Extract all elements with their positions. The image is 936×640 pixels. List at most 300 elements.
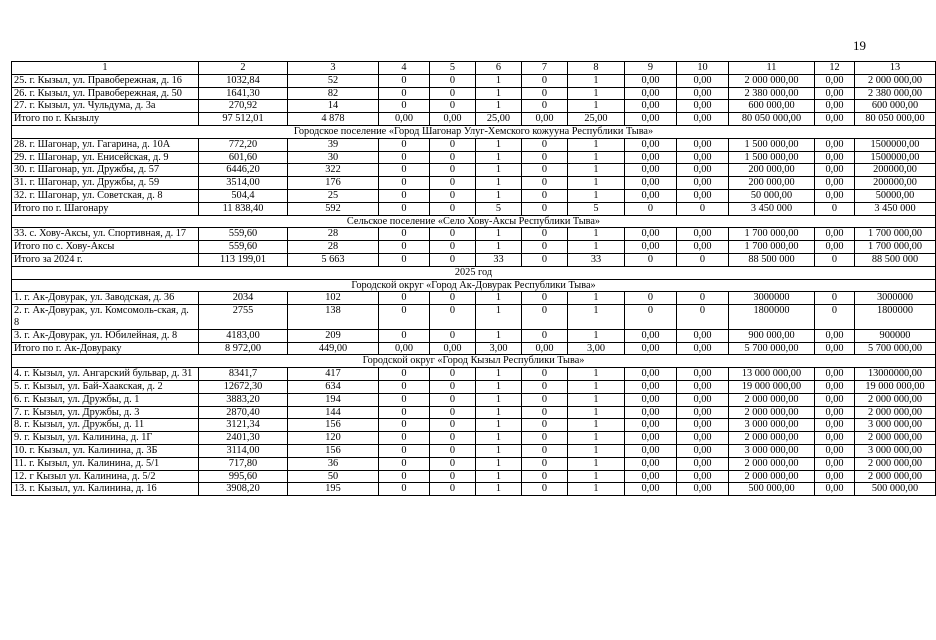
value-cell: 559,60 <box>199 241 288 254</box>
value-cell: 601,60 <box>199 151 288 164</box>
table-row <box>12 342 936 355</box>
value-cell: 1 <box>476 100 522 113</box>
value-cell: 0,00 <box>677 406 729 419</box>
value-cell: 0 <box>430 164 476 177</box>
value-cell: 0 <box>379 380 430 393</box>
value-cell: 0,00 <box>522 113 568 126</box>
value-cell: 28 <box>288 228 379 241</box>
column-number: 9 <box>625 62 677 75</box>
value-cell: 0 <box>522 100 568 113</box>
value-cell: 0 <box>522 253 568 266</box>
value-cell: 1 <box>568 305 625 330</box>
value-cell: 1 700 000,00 <box>855 241 936 254</box>
value-cell: 0,00 <box>430 342 476 355</box>
value-cell: 0 <box>379 329 430 342</box>
value-cell: 28 <box>288 241 379 254</box>
value-cell: 0 <box>522 419 568 432</box>
value-cell: 1 <box>476 164 522 177</box>
value-cell: 5 700 000,00 <box>729 342 815 355</box>
value-cell: 80 050 000,00 <box>729 113 815 126</box>
value-cell: 3 000 000,00 <box>855 419 936 432</box>
value-cell: 500 000,00 <box>855 483 936 496</box>
value-cell: 0,00 <box>815 241 855 254</box>
value-cell: 559,60 <box>199 228 288 241</box>
value-cell: 600 000,00 <box>855 100 936 113</box>
value-cell: 0 <box>430 177 476 190</box>
value-cell: 0,00 <box>815 406 855 419</box>
value-cell: 0 <box>379 432 430 445</box>
value-cell: 0 <box>677 202 729 215</box>
value-cell: 2 000 000,00 <box>855 457 936 470</box>
value-cell: 1 <box>568 189 625 202</box>
value-cell: 88 500 000 <box>855 253 936 266</box>
table-row <box>12 380 936 393</box>
value-cell: 0 <box>522 151 568 164</box>
value-cell: 1 <box>568 292 625 305</box>
value-cell: 0 <box>522 368 568 381</box>
value-cell: 0 <box>379 164 430 177</box>
address-cell: 3. г. Ак-Довурак, ул. Юбилейная, д. 8 <box>12 329 199 342</box>
value-cell: 0 <box>430 253 476 266</box>
value-cell: 0,00 <box>677 241 729 254</box>
value-cell: 0,00 <box>625 470 677 483</box>
address-cell: 11. г. Кызыл, ул. Калинина, д. 5/1 <box>12 457 199 470</box>
value-cell: 0 <box>522 393 568 406</box>
value-cell: 0,00 <box>677 87 729 100</box>
value-cell: 1800000 <box>729 305 815 330</box>
address-cell: 29. г. Шагонар, ул. Енисейская, д. 9 <box>12 151 199 164</box>
value-cell: 0 <box>522 228 568 241</box>
column-number: 7 <box>522 62 568 75</box>
value-cell: 25,00 <box>476 113 522 126</box>
value-cell: 0 <box>522 406 568 419</box>
value-cell: 97 512,01 <box>199 113 288 126</box>
value-cell: 0 <box>379 189 430 202</box>
value-cell: 1 <box>568 483 625 496</box>
value-cell: 0 <box>522 164 568 177</box>
value-cell: 900 000,00 <box>729 329 815 342</box>
value-cell: 0,00 <box>625 151 677 164</box>
value-cell: 2 000 000,00 <box>855 406 936 419</box>
value-cell: 2 000 000,00 <box>729 470 815 483</box>
value-cell: 1 <box>568 419 625 432</box>
value-cell: 102 <box>288 292 379 305</box>
value-cell: 0 <box>430 483 476 496</box>
table-row <box>12 305 936 330</box>
value-cell: 5 700 000,00 <box>855 342 936 355</box>
value-cell: 2 380 000,00 <box>729 87 815 100</box>
section-row <box>12 355 936 368</box>
value-cell: 0 <box>522 292 568 305</box>
column-number: 6 <box>476 62 522 75</box>
value-cell: 1 <box>476 329 522 342</box>
value-cell: 0,00 <box>815 138 855 151</box>
column-number: 8 <box>568 62 625 75</box>
value-cell: 270,92 <box>199 100 288 113</box>
value-cell: 0,00 <box>815 151 855 164</box>
value-cell: 0,00 <box>815 393 855 406</box>
table-row <box>12 164 936 177</box>
value-cell: 1 <box>476 189 522 202</box>
value-cell: 1 <box>476 138 522 151</box>
value-cell: 0,00 <box>677 444 729 457</box>
value-cell: 0 <box>430 151 476 164</box>
value-cell: 0,00 <box>625 432 677 445</box>
value-cell: 14 <box>288 100 379 113</box>
table-row <box>12 241 936 254</box>
table-row <box>12 393 936 406</box>
value-cell: 3114,00 <box>199 444 288 457</box>
value-cell: 0,00 <box>625 393 677 406</box>
value-cell: 0,00 <box>815 74 855 87</box>
address-cell: 10. г. Кызыл, ул. Калинина, д. 3Б <box>12 444 199 457</box>
value-cell: 3 000 000,00 <box>855 444 936 457</box>
value-cell: 1 <box>476 368 522 381</box>
value-cell: 12672,30 <box>199 380 288 393</box>
table-row <box>12 253 936 266</box>
value-cell: 0,00 <box>815 164 855 177</box>
value-cell: 0,00 <box>625 380 677 393</box>
value-cell: 13 000 000,00 <box>729 368 815 381</box>
value-cell: 5 <box>476 202 522 215</box>
column-number: 10 <box>677 62 729 75</box>
address-cell: 26. г. Кызыл, ул. Правобережная, д. 50 <box>12 87 199 100</box>
value-cell: 8 972,00 <box>199 342 288 355</box>
value-cell: 0,00 <box>677 228 729 241</box>
value-cell: 0 <box>522 74 568 87</box>
value-cell: 2 000 000,00 <box>855 470 936 483</box>
value-cell: 0 <box>430 470 476 483</box>
value-cell: 0 <box>430 292 476 305</box>
value-cell: 200 000,00 <box>729 177 815 190</box>
value-cell: 3121,34 <box>199 419 288 432</box>
value-cell: 1 <box>476 406 522 419</box>
value-cell: 1 <box>568 241 625 254</box>
value-cell: 0 <box>430 432 476 445</box>
value-cell: 0,00 <box>677 189 729 202</box>
value-cell: 0 <box>677 292 729 305</box>
address-cell: 7. г. Кызыл, ул. Дружбы, д. 3 <box>12 406 199 419</box>
address-cell: 1. г. Ак-Довурак, ул. Заводская, д. 36 <box>12 292 199 305</box>
address-cell: 5. г. Кызыл, ул. Бай-Хаакская, д. 2 <box>12 380 199 393</box>
value-cell: 0,00 <box>379 342 430 355</box>
value-cell: 1 <box>568 100 625 113</box>
value-cell: 1 <box>568 368 625 381</box>
value-cell: 2 000 000,00 <box>729 74 815 87</box>
value-cell: 1 <box>568 380 625 393</box>
value-cell: 4 878 <box>288 113 379 126</box>
section-title: 2025 год <box>12 266 936 279</box>
value-cell: 2 000 000,00 <box>855 432 936 445</box>
value-cell: 0 <box>379 177 430 190</box>
value-cell: 0,00 <box>815 470 855 483</box>
section-title: Городское поселение «Город Шагонар Улуг-Хемского кожууна Республики Тыва» <box>12 125 936 138</box>
value-cell: 0,00 <box>677 393 729 406</box>
table-row <box>12 444 936 457</box>
value-cell: 0 <box>379 100 430 113</box>
value-cell: 634 <box>288 380 379 393</box>
value-cell: 1800000 <box>855 305 936 330</box>
address-cell: 27. г. Кызыл, ул. Чульдума, д. 3а <box>12 100 199 113</box>
value-cell: 0 <box>379 228 430 241</box>
value-cell: 2 000 000,00 <box>729 457 815 470</box>
address-cell: Итого за 2024 г. <box>12 253 199 266</box>
table-row <box>12 419 936 432</box>
value-cell: 0 <box>522 432 568 445</box>
value-cell: 0 <box>522 305 568 330</box>
value-cell: 156 <box>288 444 379 457</box>
column-number: 13 <box>855 62 936 75</box>
value-cell: 0 <box>379 138 430 151</box>
value-cell: 0 <box>430 444 476 457</box>
value-cell: 0,00 <box>815 368 855 381</box>
value-cell: 0,00 <box>625 100 677 113</box>
value-cell: 30 <box>288 151 379 164</box>
value-cell: 113 199,01 <box>199 253 288 266</box>
value-cell: 0 <box>430 228 476 241</box>
value-cell: 19 000 000,00 <box>729 380 815 393</box>
value-cell: 3908,20 <box>199 483 288 496</box>
value-cell: 1 <box>568 470 625 483</box>
value-cell: 0,00 <box>625 419 677 432</box>
value-cell: 1 <box>568 444 625 457</box>
value-cell: 0 <box>379 87 430 100</box>
value-cell: 0,00 <box>815 113 855 126</box>
value-cell: 0,00 <box>677 138 729 151</box>
table-row <box>12 189 936 202</box>
column-number: 11 <box>729 62 815 75</box>
table-row <box>12 138 936 151</box>
value-cell: 3 450 000 <box>729 202 815 215</box>
table-row <box>12 74 936 87</box>
value-cell: 1500000,00 <box>855 151 936 164</box>
section-title: Городской округ «Город Ак-Довурак Республики Тыва» <box>12 279 936 292</box>
table-row <box>12 368 936 381</box>
address-cell: Итого по г. Ак-Довураку <box>12 342 199 355</box>
value-cell: 0 <box>522 444 568 457</box>
value-cell: 0 <box>430 329 476 342</box>
value-cell: 2034 <box>199 292 288 305</box>
value-cell: 0 <box>379 241 430 254</box>
value-cell: 1 <box>568 329 625 342</box>
column-number-row <box>12 62 936 75</box>
value-cell: 33 <box>476 253 522 266</box>
value-cell: 0,00 <box>625 228 677 241</box>
table-row <box>12 292 936 305</box>
value-cell: 3 450 000 <box>855 202 936 215</box>
value-cell: 1 <box>476 380 522 393</box>
value-cell: 0 <box>379 419 430 432</box>
value-cell: 19 000 000,00 <box>855 380 936 393</box>
value-cell: 0 <box>522 380 568 393</box>
value-cell: 1 <box>568 228 625 241</box>
value-cell: 0 <box>430 380 476 393</box>
table-body <box>12 62 936 496</box>
value-cell: 0 <box>522 470 568 483</box>
value-cell: 0,00 <box>625 406 677 419</box>
table-row <box>12 432 936 445</box>
value-cell: 0,00 <box>677 483 729 496</box>
value-cell: 0 <box>430 368 476 381</box>
value-cell: 0 <box>677 253 729 266</box>
value-cell: 0 <box>379 202 430 215</box>
value-cell: 0,00 <box>625 457 677 470</box>
value-cell: 2755 <box>199 305 288 330</box>
page-number: 19 <box>853 38 866 53</box>
value-cell: 1 <box>568 177 625 190</box>
value-cell: 144 <box>288 406 379 419</box>
value-cell: 1 <box>568 393 625 406</box>
value-cell: 120 <box>288 432 379 445</box>
address-cell: 32. г. Шагонар, ул. Советская, д. 8 <box>12 189 199 202</box>
column-number: 1 <box>12 62 199 75</box>
value-cell: 0 <box>430 305 476 330</box>
value-cell: 772,20 <box>199 138 288 151</box>
value-cell: 1 500 000,00 <box>729 138 815 151</box>
value-cell: 0 <box>379 457 430 470</box>
value-cell: 0,00 <box>677 432 729 445</box>
value-cell: 0,00 <box>815 483 855 496</box>
table-row <box>12 177 936 190</box>
value-cell: 0 <box>430 241 476 254</box>
value-cell: 600 000,00 <box>729 100 815 113</box>
value-cell: 0,00 <box>677 419 729 432</box>
value-cell: 1 <box>568 164 625 177</box>
value-cell: 0,00 <box>677 329 729 342</box>
value-cell: 0 <box>522 87 568 100</box>
value-cell: 2401,30 <box>199 432 288 445</box>
value-cell: 500 000,00 <box>729 483 815 496</box>
value-cell: 0 <box>379 483 430 496</box>
value-cell: 194 <box>288 393 379 406</box>
address-cell: 30. г. Шагонар, ул. Дружбы, д. 57 <box>12 164 199 177</box>
value-cell: 1 <box>568 432 625 445</box>
value-cell: 2 000 000,00 <box>729 393 815 406</box>
value-cell: 1 <box>476 457 522 470</box>
value-cell: 11 838,40 <box>199 202 288 215</box>
value-cell: 1 <box>476 393 522 406</box>
value-cell: 0,00 <box>625 241 677 254</box>
value-cell: 1032,84 <box>199 74 288 87</box>
address-cell: 33. с. Хову-Аксы, ул. Спортивная, д. 17 <box>12 228 199 241</box>
value-cell: 33 <box>568 253 625 266</box>
value-cell: 0,00 <box>430 113 476 126</box>
value-cell: 0 <box>430 202 476 215</box>
value-cell: 1 <box>476 87 522 100</box>
value-cell: 0,00 <box>815 380 855 393</box>
value-cell: 3514,00 <box>199 177 288 190</box>
address-cell: Итого по г. Шагонару <box>12 202 199 215</box>
value-cell: 0 <box>430 100 476 113</box>
value-cell: 0,00 <box>625 368 677 381</box>
value-cell: 0,00 <box>815 329 855 342</box>
value-cell: 900000 <box>855 329 936 342</box>
address-cell: 8. г. Кызыл, ул. Дружбы, д. 11 <box>12 419 199 432</box>
value-cell: 39 <box>288 138 379 151</box>
address-cell: 9. г. Кызыл, ул. Калинина, д. 1Г <box>12 432 199 445</box>
value-cell: 0 <box>815 305 855 330</box>
value-cell: 6446,20 <box>199 164 288 177</box>
section-row <box>12 266 936 279</box>
value-cell: 0 <box>430 457 476 470</box>
value-cell: 200000,00 <box>855 164 936 177</box>
value-cell: 322 <box>288 164 379 177</box>
value-cell: 0,00 <box>677 74 729 87</box>
value-cell: 209 <box>288 329 379 342</box>
value-cell: 1 <box>476 483 522 496</box>
value-cell: 1 700 000,00 <box>729 241 815 254</box>
table-row <box>12 151 936 164</box>
value-cell: 0,00 <box>677 164 729 177</box>
value-cell: 2 000 000,00 <box>729 432 815 445</box>
value-cell: 50000,00 <box>855 189 936 202</box>
value-cell: 0,00 <box>625 483 677 496</box>
value-cell: 0 <box>522 202 568 215</box>
column-number: 3 <box>288 62 379 75</box>
table-row <box>12 406 936 419</box>
value-cell: 0 <box>379 368 430 381</box>
value-cell: 25 <box>288 189 379 202</box>
value-cell: 0,00 <box>625 164 677 177</box>
value-cell: 1 <box>568 151 625 164</box>
value-cell: 0 <box>815 253 855 266</box>
table-row <box>12 470 936 483</box>
value-cell: 0,00 <box>677 380 729 393</box>
value-cell: 1 700 000,00 <box>729 228 815 241</box>
value-cell: 0,00 <box>815 419 855 432</box>
value-cell: 0,00 <box>677 177 729 190</box>
value-cell: 0 <box>430 138 476 151</box>
value-cell: 1 <box>568 406 625 419</box>
table-row <box>12 87 936 100</box>
value-cell: 5 663 <box>288 253 379 266</box>
address-cell: 13. г. Кызыл, ул. Калинина, д. 16 <box>12 483 199 496</box>
value-cell: 0 <box>379 253 430 266</box>
value-cell: 13000000,00 <box>855 368 936 381</box>
value-cell: 88 500 000 <box>729 253 815 266</box>
value-cell: 3883,20 <box>199 393 288 406</box>
value-cell: 0,00 <box>815 87 855 100</box>
value-cell: 4183,00 <box>199 329 288 342</box>
section-title: Городской округ «Город Кызыл Республики Тыва» <box>12 355 936 368</box>
program-table <box>11 61 936 496</box>
address-cell: 31. г. Шагонар, ул. Дружбы, д. 59 <box>12 177 199 190</box>
value-cell: 1 700 000,00 <box>855 228 936 241</box>
value-cell: 0 <box>379 292 430 305</box>
address-cell: Итого по с. Хову-Аксы <box>12 241 199 254</box>
value-cell: 1 <box>476 151 522 164</box>
value-cell: 0 <box>522 457 568 470</box>
value-cell: 2 000 000,00 <box>855 74 936 87</box>
value-cell: 0 <box>522 329 568 342</box>
value-cell: 0,00 <box>625 342 677 355</box>
value-cell: 0 <box>430 393 476 406</box>
value-cell: 1 <box>568 74 625 87</box>
value-cell: 0 <box>379 444 430 457</box>
value-cell: 176 <box>288 177 379 190</box>
section-title: Сельское поселение «Село Хову-Аксы Республики Тыва» <box>12 215 936 228</box>
value-cell: 0,00 <box>815 457 855 470</box>
column-number: 2 <box>199 62 288 75</box>
value-cell: 1 <box>476 228 522 241</box>
value-cell: 0,00 <box>625 138 677 151</box>
address-cell: 2. г. Ак-Довурак, ул. Комсомоль-ская, д. 8 <box>12 305 199 330</box>
address-cell: 12. г Кызыл ул. Калинина, д. 5/2 <box>12 470 199 483</box>
value-cell: 1 <box>476 470 522 483</box>
value-cell: 1 <box>568 87 625 100</box>
value-cell: 1641,30 <box>199 87 288 100</box>
value-cell: 0 <box>815 202 855 215</box>
